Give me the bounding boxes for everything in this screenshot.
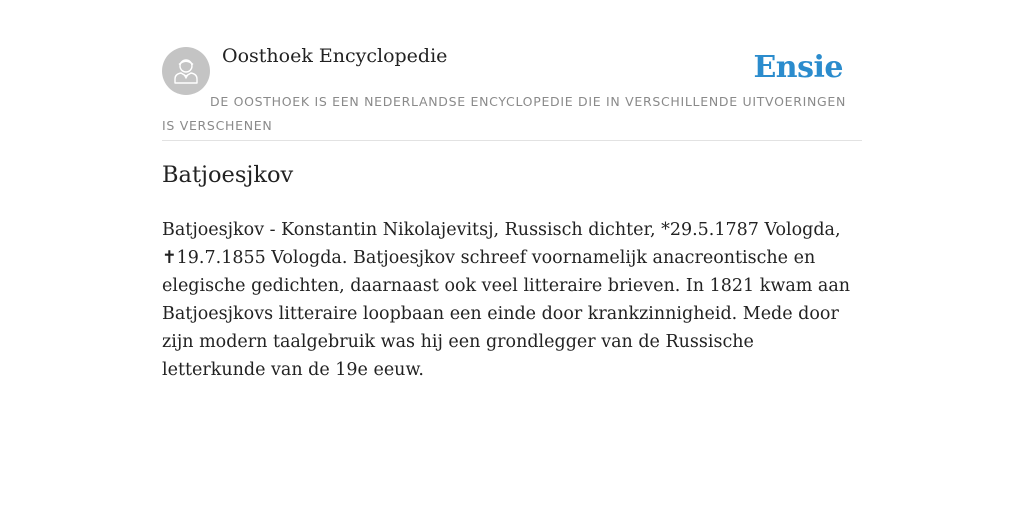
header [162,0,862,141]
avatar-graphic [162,47,210,95]
brand-logo[interactable]: Ensie [753,50,843,85]
article-title: Batjoesjkov [162,162,294,188]
site-tagline: DE OOSTHOEK IS EEN NEDERLANDSE ENCYCLOPEDIE DIE IN VERSCHILLENDE UITVOERINGEN IS VERSCHENEN [162,94,847,133]
page-container [162,0,862,380]
article-body: Batjoesjkov - Konstantin Nikolajevitsj, Russisch dichter, *29.5.1787 Vologda, ✝19.7.1855 Vologda. Batjoesjkov schreef voornamelijk anacreontische en elegische gedichten, daarnaast ook veel litteraire brieven. In 1821 kwam aan Batjoesjkovs litteraire loopbaan een einde door krankzinnigheid. Mede door zijn modern taalgebruik was hij een grondlegger van de Russische letterkunde van de 19e eeuw. [162,220,851,380]
site-name-link[interactable]: Oosthoek Encyclopedie [222,45,448,67]
user-avatar-icon[interactable] [162,47,210,95]
